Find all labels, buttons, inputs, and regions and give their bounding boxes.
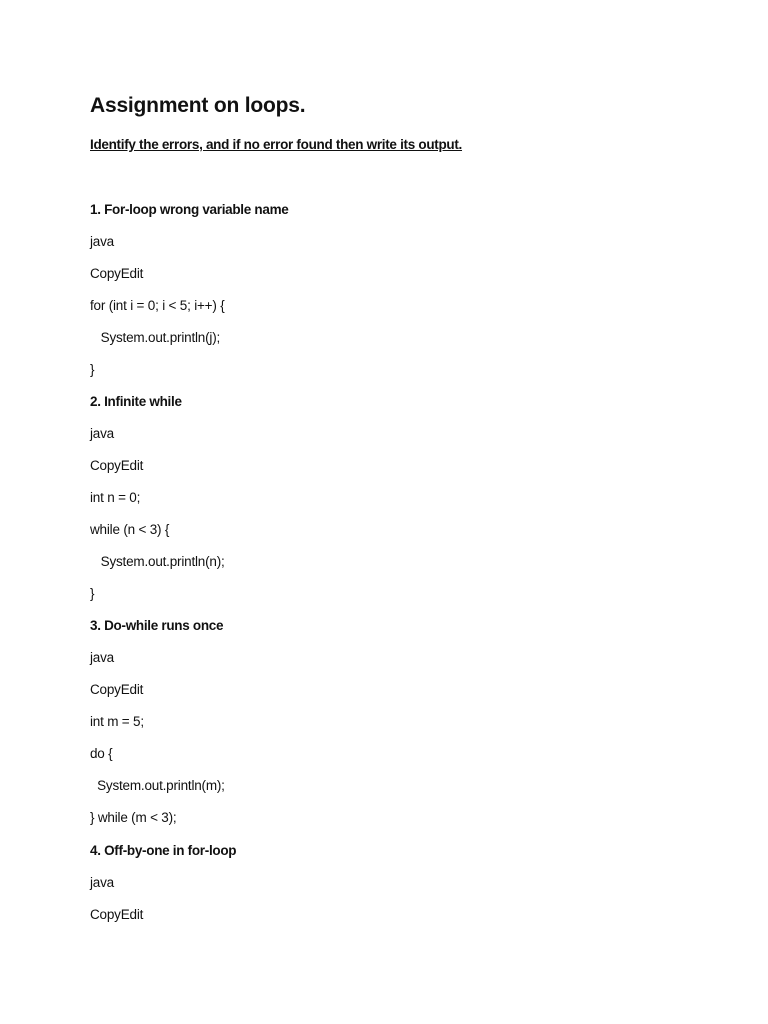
section-1-heading: 1. For-loop wrong variable name: [90, 202, 289, 217]
section-1-copy-label: CopyEdit: [90, 266, 144, 281]
section-1-code-line: System.out.println(j);: [90, 330, 221, 345]
instruction-text: Identify the errors, and if no error found then write its output.: [90, 137, 463, 152]
section-2-code-line: int n = 0;: [90, 490, 141, 505]
section-3-code-line: do {: [90, 746, 113, 761]
section-2-lang: java: [90, 426, 114, 441]
section-3-copy-label: CopyEdit: [90, 682, 144, 697]
section-3-code-line: int m = 5;: [90, 714, 144, 729]
section-3-heading: 3. Do-while runs once: [90, 618, 224, 633]
section-4-heading: 4. Off-by-one in for-loop: [90, 843, 237, 858]
section-2-code-line: while (n < 3) {: [90, 522, 170, 537]
section-2-copy-label: CopyEdit: [90, 458, 144, 473]
section-1-code-line: }: [90, 362, 95, 377]
section-4-copy-label: CopyEdit: [90, 907, 144, 922]
section-1-code-line: for (int i = 0; i < 5; i++) {: [90, 298, 225, 313]
section-3-code-line: } while (m < 3);: [90, 810, 177, 825]
document-title: Assignment on loops.: [90, 94, 306, 117]
section-2-heading: 2. Infinite while: [90, 394, 182, 409]
section-2-code-line: System.out.println(n);: [90, 554, 225, 569]
section-2-code-line: }: [90, 586, 95, 601]
section-3-lang: java: [90, 650, 114, 665]
section-3-code-line: System.out.println(m);: [90, 778, 225, 793]
section-1-lang: java: [90, 234, 114, 249]
section-4-lang: java: [90, 875, 114, 890]
